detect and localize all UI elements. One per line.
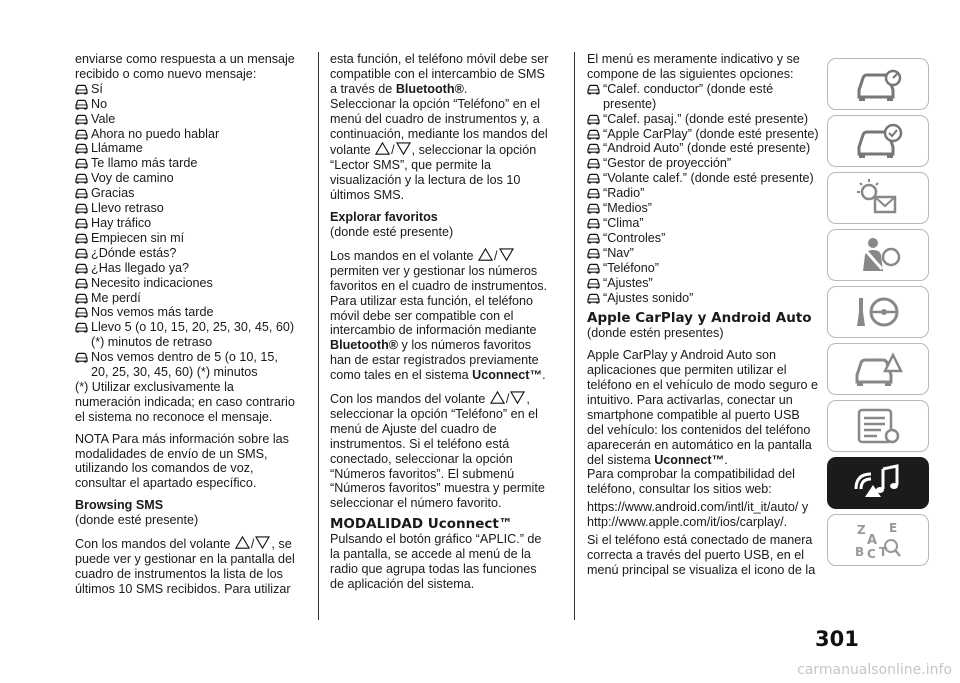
bluetooth-label: Bluetooth® bbox=[330, 338, 399, 353]
text: , seleccionar la opción “Lector SMS”, que permite la visualización y la lectura de los 10 últimos SMS. bbox=[330, 143, 537, 203]
car-bullet-icon bbox=[75, 99, 88, 110]
arrow-up-icon bbox=[235, 535, 250, 550]
car-bullet-icon bbox=[587, 84, 600, 95]
list-item-label: “Gestor de proyección” bbox=[603, 156, 732, 171]
list-item bbox=[75, 305, 297, 320]
browsing-paragraph: Con los mandos del volante / , se puede ver y gestionar en la pantalla del cuadro de instrumentos la lista de los últimos 10 SMS recibidos. Para utilizar bbox=[75, 537, 295, 596]
car-bullet-icon bbox=[587, 173, 600, 184]
list-item-label: “Android Auto” (donde esté presente) bbox=[603, 141, 811, 156]
list-item-label: Voy de camino bbox=[91, 171, 174, 186]
text: . bbox=[724, 452, 728, 467]
index-letter: E bbox=[889, 521, 898, 535]
car-bullet-icon bbox=[75, 114, 88, 125]
column-3 bbox=[587, 52, 819, 578]
seatbelt-icon bbox=[853, 235, 903, 275]
list-item-label: ¿Dónde estás? bbox=[91, 245, 177, 260]
car-safety-icon bbox=[853, 121, 903, 161]
list-item bbox=[75, 201, 297, 216]
arrow-down-icon bbox=[499, 247, 514, 262]
tab-dashboard[interactable] bbox=[827, 58, 929, 110]
paragraph-1 bbox=[587, 348, 819, 467]
list-item-label: Llevo retraso bbox=[91, 201, 164, 216]
car-bullet-icon bbox=[75, 84, 88, 95]
list-item bbox=[75, 112, 297, 127]
car-bullet-icon bbox=[75, 322, 88, 333]
list-item bbox=[587, 246, 819, 261]
list-item-label: “Radio” bbox=[603, 186, 645, 201]
list-item bbox=[75, 261, 297, 276]
column-divider bbox=[318, 52, 319, 620]
tab-seatbelt[interactable] bbox=[827, 229, 929, 281]
bluetooth-label: Bluetooth® bbox=[395, 81, 464, 96]
car-bullet-icon bbox=[587, 188, 600, 199]
car-bullet-icon bbox=[75, 278, 88, 289]
list-item-label: Nos vemos más tarde bbox=[91, 305, 214, 320]
list-item bbox=[75, 320, 297, 350]
footer-watermark: carmanualsonline.info bbox=[797, 662, 952, 678]
paragraph-4: Con los mandos del volante / , seleccionar la opción “Teléfono” en el menú de Ajuste del cuadro de instrumentos. Si el teléfono está conectado, seleccionar la opción “Números favoritos”. El submenú “Números favoritos” muestra y permite seleccionar el número favorito. bbox=[330, 392, 545, 511]
car-bullet-icon bbox=[75, 307, 88, 318]
intro-text: El menú es meramente indicativo y se compone de las siguientes opciones: bbox=[587, 52, 800, 81]
car-bullet-icon bbox=[75, 263, 88, 274]
list-item bbox=[75, 156, 297, 171]
list-item-label: Llámame bbox=[91, 141, 143, 156]
car-bullet-icon bbox=[587, 233, 600, 244]
list-item bbox=[75, 141, 297, 156]
url-text: https://www.android.com/intl/it_it/auto/ y http://www.apple.com/it/ios/carplay/. bbox=[587, 500, 809, 530]
page-number: 301 bbox=[815, 627, 859, 651]
intro-text: enviarse como respuesta a un mensaje recibido o como nuevo mensaje: bbox=[75, 52, 295, 81]
arrow-down-icon bbox=[510, 390, 525, 405]
car-bullet-icon bbox=[75, 352, 88, 363]
index-letter: T bbox=[879, 545, 888, 559]
list-item bbox=[587, 171, 819, 186]
car-bullet-icon bbox=[75, 248, 88, 259]
list-item bbox=[75, 127, 297, 142]
car-bullet-icon bbox=[587, 114, 600, 125]
index-letter: B bbox=[855, 545, 865, 559]
list-item bbox=[587, 201, 819, 216]
car-bullet-icon bbox=[587, 248, 600, 259]
list-item-label: “Apple CarPlay” (donde esté presente) bbox=[603, 126, 819, 141]
paragraph-2: Seleccionar la opción “Teléfono” en el menú del cuadro de instrumentos y, a continuación, mediante los mandos del volante / , seleccionar la opción “Lector SMS”, que permite la visualización y la lectura de los 10 últimos SMS. bbox=[330, 96, 548, 203]
list-item-label: Hay tráfico bbox=[91, 215, 152, 230]
text: , seleccionar la opción “Teléfono” en el menú de Ajuste del cuadro de instrumentos. Si el teléfono está conectado, seleccionar la opción “Números favoritos”. El submenú “Números favoritos” muestra y permite seleccionar el número favorito. bbox=[330, 392, 545, 511]
list-item bbox=[75, 291, 297, 306]
app-menu-list bbox=[587, 82, 819, 306]
list-item bbox=[75, 97, 297, 112]
index-letters-icon bbox=[853, 520, 903, 560]
list-item bbox=[587, 231, 819, 246]
explorar-heading: Explorar favoritos bbox=[330, 210, 438, 225]
list-item bbox=[587, 261, 819, 276]
index-letter: Z bbox=[857, 523, 866, 537]
list-item bbox=[587, 276, 819, 291]
index-letter: C bbox=[867, 547, 876, 560]
text: . bbox=[542, 368, 546, 383]
list-item bbox=[75, 171, 297, 186]
paragraph-3: Los mandos en el volante / permiten ver y gestionar los números favoritos en el cuadro de instrumentos. Para utilizar esta función, el teléfono móvil debe ser compatible con el intercambio de información mediante Bluetooth® y los números favoritos han de estar registrados previamente como tales en el sistema Uconnect™. bbox=[330, 248, 548, 383]
index-letter: A bbox=[867, 533, 878, 548]
modalidad-heading: MODALIDAD Uconnect™ bbox=[330, 516, 513, 533]
text: Apple CarPlay y Android Auto son aplicaciones que permiten utilizar el teléfono en el vehículo de modo seguro e intuitivo. Para activarlas, conectar un smartphone compatible al puerto USB del vehículo: los contenidos del teléfono aparecerán en automático en la pantalla del sistema bbox=[587, 348, 819, 467]
list-item bbox=[75, 216, 297, 231]
list-item bbox=[587, 112, 819, 127]
tab-maintenance[interactable] bbox=[827, 400, 929, 452]
paragraph-2: Para comprobar la compatibilidad del teléfono, consultar los sitios web: bbox=[587, 467, 795, 497]
uconnect-label: Uconnect™ bbox=[654, 452, 725, 467]
multimedia-icon bbox=[853, 463, 903, 503]
text: permiten ver y gestionar los números favoritos en el cuadro de instrumentos. Para utilizar esta función, el teléfono móvil debe ser compatible con el intercambio de información mediante bbox=[330, 263, 548, 338]
car-bullet-icon bbox=[75, 203, 88, 214]
browsing-text-a: Con los mandos del volante bbox=[75, 537, 231, 552]
arrow-down-icon bbox=[255, 535, 270, 550]
list-item bbox=[587, 291, 819, 306]
maintenance-list-icon bbox=[853, 406, 903, 446]
car-bullet-icon bbox=[75, 293, 88, 304]
list-item-label: “Ajustes sonido” bbox=[603, 290, 694, 305]
tab-index[interactable] bbox=[827, 514, 929, 566]
list-item-label: Me perdí bbox=[91, 290, 141, 305]
list-item bbox=[75, 276, 297, 291]
list-item bbox=[75, 231, 297, 246]
arrow-up-icon bbox=[375, 141, 390, 156]
car-bullet-icon bbox=[75, 173, 88, 184]
list-item-label: “Controles” bbox=[603, 230, 666, 245]
list-item-label: Ahora no puedo hablar bbox=[91, 126, 220, 141]
column-divider bbox=[574, 52, 575, 620]
list-item-label: “Calef. conductor” (donde esté presente) bbox=[603, 81, 774, 111]
column-2 bbox=[330, 52, 552, 592]
tab-emergency[interactable] bbox=[827, 343, 929, 395]
car-bullet-icon bbox=[75, 218, 88, 229]
steering-wrench-icon bbox=[853, 292, 903, 332]
sms-reply-list bbox=[75, 82, 297, 380]
list-item-label: ¿Has llegado ya? bbox=[91, 260, 190, 275]
tab-driving[interactable] bbox=[827, 286, 929, 338]
list-item bbox=[75, 82, 297, 97]
apple-android-heading: Apple CarPlay y Android Auto bbox=[587, 310, 812, 327]
nota-text: NOTA Para más información sobre las modalidades de envío de un SMS, utilizando los comandos de voz, consultar el apartado específico. bbox=[75, 431, 289, 491]
car-bullet-icon bbox=[75, 188, 88, 199]
list-item-label: Te llamo más tarde bbox=[91, 156, 198, 171]
footnote: (*) Utilizar exclusivamente la numeración indicada; en caso contrario el sistema no reconoce el mensaje. bbox=[75, 379, 295, 424]
list-item-label: “Volante calef.” (donde esté presente) bbox=[603, 171, 814, 186]
list-item-label: Necesito indicaciones bbox=[91, 275, 213, 290]
browsing-heading: Browsing SMS bbox=[75, 498, 164, 513]
browsing-text-b: , se puede ver y gestionar en la pantalla del cuadro de instrumentos la lista de los últimos 10 SMS recibidos. Para utilizar bbox=[75, 537, 295, 596]
car-bullet-icon bbox=[75, 158, 88, 169]
list-item-label: Nos vemos dentro de 5 (o 10, 15, 20, 25, 30, 45, 60) (*) minutos bbox=[91, 350, 278, 380]
list-item-label: “Teléfono” bbox=[603, 260, 660, 275]
light-warning-icon bbox=[853, 178, 903, 218]
text: esta función, el teléfono móvil debe ser compatible con el intercambio de SMS a través de bbox=[330, 52, 549, 96]
list-item-label: “Medios” bbox=[603, 201, 652, 216]
car-bullet-icon bbox=[587, 158, 600, 169]
car-bullet-icon bbox=[75, 233, 88, 244]
list-item-label: Llevo 5 (o 10, 15, 20, 25, 30, 45, 60) (*) minutos de retraso bbox=[91, 320, 295, 350]
list-item bbox=[75, 350, 297, 380]
arrow-down-icon bbox=[396, 141, 411, 156]
tab-multimedia[interactable] bbox=[827, 457, 929, 509]
car-bullet-icon bbox=[587, 263, 600, 274]
explorar-subtitle: (donde esté presente) bbox=[330, 224, 454, 239]
text: Con los mandos del volante bbox=[330, 392, 486, 407]
car-emergency-icon bbox=[853, 349, 903, 389]
car-bullet-icon bbox=[587, 129, 600, 140]
list-item-label: “Clima” bbox=[603, 215, 644, 230]
list-item bbox=[75, 246, 297, 261]
arrow-up-icon bbox=[490, 390, 505, 405]
text: Seleccionar la opción “Teléfono” en el menú del cuadro de instrumentos y, a continuación, mediante los mandos del volante bbox=[330, 96, 548, 158]
list-item bbox=[587, 82, 819, 112]
list-item-label: Sí bbox=[91, 81, 103, 96]
tab-safety[interactable] bbox=[827, 115, 929, 167]
list-item bbox=[75, 186, 297, 201]
list-item-label: “Ajustes” bbox=[603, 275, 653, 290]
column-1 bbox=[75, 52, 297, 597]
text: . bbox=[463, 81, 468, 96]
list-item-label: Gracias bbox=[91, 186, 135, 201]
arrow-up-icon bbox=[478, 247, 493, 262]
list-item-label: No bbox=[91, 96, 108, 111]
apple-android-subtitle: (donde estén presentes) bbox=[587, 326, 724, 341]
browsing-subtitle: (donde esté presente) bbox=[75, 513, 199, 528]
tab-lights-warnings[interactable] bbox=[827, 172, 929, 224]
paragraph-4: Si el teléfono está conectado de manera correcta a través del puerto USB, en el menú principal se visualiza el icono de la bbox=[587, 533, 816, 577]
text: y los números favoritos han de estar registrados previamente como tales en el sistema bbox=[330, 338, 539, 383]
car-bullet-icon bbox=[587, 143, 600, 154]
list-item bbox=[587, 156, 819, 171]
car-bullet-icon bbox=[587, 218, 600, 229]
paragraph-1 bbox=[330, 52, 552, 97]
list-item bbox=[587, 127, 819, 142]
car-bullet-icon bbox=[75, 129, 88, 140]
car-bullet-icon bbox=[587, 278, 600, 289]
paragraph-5: Pulsando el botón gráfico “APLIC.” de la pantalla, se accede al menú de la radio que agrupa todas las funciones de aplicación del sistema. bbox=[330, 532, 542, 591]
car-bullet-icon bbox=[587, 203, 600, 214]
dashboard-car-icon bbox=[853, 64, 903, 104]
list-item bbox=[587, 141, 819, 156]
car-bullet-icon bbox=[587, 293, 600, 304]
text: Los mandos en el volante bbox=[330, 248, 474, 263]
list-item-label: Empiecen sin mí bbox=[91, 230, 185, 245]
list-item-label: “Calef. pasaj.” (donde esté presente) bbox=[603, 111, 809, 126]
uconnect-label: Uconnect™ bbox=[472, 368, 543, 383]
list-item-label: Vale bbox=[91, 111, 116, 126]
list-item bbox=[587, 186, 819, 201]
list-item bbox=[587, 216, 819, 231]
list-item-label: “Nav” bbox=[603, 245, 634, 260]
chapter-tabs bbox=[827, 58, 929, 571]
car-bullet-icon bbox=[75, 143, 88, 154]
